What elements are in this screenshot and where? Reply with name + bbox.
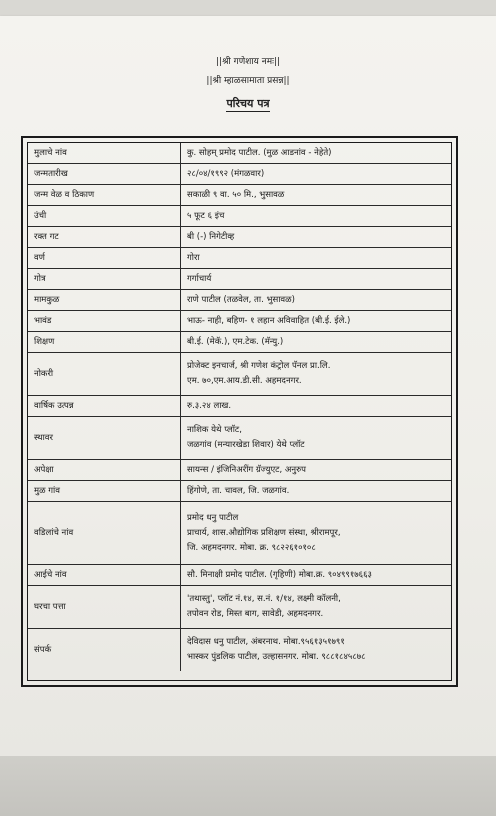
- biodata-row: [28, 502, 451, 565]
- row-label: शिक्षण: [28, 332, 181, 353]
- row-label: वर्ण: [28, 248, 181, 269]
- biodata-row: [28, 227, 451, 248]
- row-value-line: ५ फूट ६ इंच: [187, 210, 225, 221]
- row-value-line: बी.ई. (मेकॅ.), एम.टेक. (मॅन्यु.): [187, 336, 284, 347]
- biodata-table: [28, 143, 451, 671]
- row-label: नोकरी: [28, 353, 181, 396]
- biodata-row: [28, 311, 451, 332]
- biodata-row: [28, 460, 451, 481]
- row-value: [181, 164, 452, 185]
- row-value-line: गर्गाचार्य: [187, 273, 212, 284]
- document-title: [0, 96, 496, 111]
- row-label: मामकुळ: [28, 290, 181, 311]
- row-label: उंची: [28, 206, 181, 227]
- biodata-row: [28, 164, 451, 185]
- biodata-row: [28, 565, 451, 586]
- row-label: घरचा पत्ता: [28, 586, 181, 629]
- row-label: स्थावर: [28, 417, 181, 460]
- row-value-line: सायन्स / इंजिनिअरींग ग्रॅज्युएट, अनुरुप: [187, 464, 306, 475]
- row-label: जन्मतारीख: [28, 164, 181, 185]
- row-value-line: प्रमोद धनु पाटील: [187, 512, 239, 523]
- row-value-line: २८/०४/१९९२ (मंगळवार): [187, 168, 265, 179]
- row-value: [181, 185, 452, 206]
- paper-fold: [0, 756, 496, 816]
- invocation-line-2: ||श्री म्हाळसामाता प्रसन्न||: [206, 76, 290, 86]
- row-value-line: प्रोजेक्ट इनचार्ज, श्री गणेश कंट्रोल पॅनल प्रा.लि.: [187, 361, 331, 371]
- row-value-line: रु.३.२४ लाख.: [187, 400, 232, 411]
- biodata-inner-frame: [27, 142, 452, 681]
- row-value: [181, 586, 452, 629]
- row-value: [181, 353, 452, 396]
- row-label: मुलाचे नांव: [28, 143, 181, 164]
- row-value: [181, 417, 452, 460]
- row-value-line: जि. अहमदनगर. मोबा. क्र. ९८२२६१०१०८: [187, 542, 316, 553]
- row-label: आईचे नांव: [28, 565, 181, 586]
- biodata-row: [28, 396, 451, 417]
- row-value-line: गोरा: [187, 252, 200, 263]
- row-value-line: प्राचार्य, शास.औद्योगिक प्रशिक्षण संस्था, श्रीरामपूर,: [187, 527, 341, 538]
- document-title-text: परिचय पत्र: [226, 97, 270, 110]
- biodata-row: [28, 586, 451, 629]
- row-value: [181, 460, 452, 481]
- invocation-line-1: ||श्री गणेशाय नमः||: [216, 57, 280, 67]
- biodata-row: [28, 629, 451, 672]
- row-value: [181, 396, 452, 417]
- row-value: [181, 248, 452, 269]
- row-value: [181, 565, 452, 586]
- row-label: जन्म वेळ व ठिकाण: [28, 185, 181, 206]
- row-value-line: नाशिक येथे प्लॉट,: [187, 425, 242, 435]
- biodata-frame: [21, 136, 458, 687]
- row-value-line: 'तथास्तु', प्लॉट नं.१४, स.नं. १/१४, लक्ष्मी कॉलनी,: [187, 594, 341, 604]
- biodata-row: [28, 353, 451, 396]
- biodata-row: [28, 206, 451, 227]
- row-value-line: भास्कर पुंडलिक पाटील, उल्हासनगर. मोबा. ९८८१८४५८७८: [187, 652, 366, 662]
- biodata-row: [28, 290, 451, 311]
- row-value-line: सौ. मिनाक्षी प्रमोद पाटील. (गृहिणी) मोबा.क्र. ९०४९९१७६६३: [187, 569, 372, 580]
- row-label: वडिलांचे नांव: [28, 502, 181, 565]
- biodata-row: [28, 269, 451, 290]
- row-value: [181, 332, 452, 353]
- row-value-line: कु. सोहम् प्रमोद पाटील. (मुळ आडनांव - नेहेते): [187, 147, 332, 158]
- row-value-line: हिंगोणे, ता. चावल, जि. जळगांव.: [187, 485, 290, 496]
- row-label: अपेक्षा: [28, 460, 181, 481]
- biodata-row: [28, 248, 451, 269]
- row-value-line: सकाळी ९ वा. ५० मि., भुसावळ: [187, 189, 285, 200]
- row-value-line: बी (-) निगेटीव्ह: [187, 231, 235, 242]
- row-value-line: राणे पाटील (तळवेल, ता. भुसावळ): [187, 294, 295, 305]
- row-value-line: एम. ७०,एम.आय.डी.सी. अहमदनगर.: [187, 376, 302, 386]
- row-value: [181, 290, 452, 311]
- row-label: वार्षिक उत्पन्न: [28, 396, 181, 417]
- row-label: मुळ गांव: [28, 481, 181, 502]
- row-value: [181, 502, 452, 565]
- biodata-row: [28, 143, 451, 164]
- row-value: [181, 311, 452, 332]
- row-value-line: तपोवन रोड, मिस्त बाग, सावेडी, अहमदनगर.: [187, 609, 324, 619]
- row-label: रक्त गट: [28, 227, 181, 248]
- row-value-line: भाऊ- नाही, बहिण- १ लहान अविवाहित (बी.ई. ईले.): [187, 315, 351, 326]
- row-value: [181, 269, 452, 290]
- biodata-row: [28, 332, 451, 353]
- row-value-line: देविदास धनु पाटील, अंबरनाथ. मोबा.९५६१३५१७९१: [187, 637, 345, 647]
- row-value: [181, 629, 452, 672]
- row-value: [181, 206, 452, 227]
- biodata-row: [28, 185, 451, 206]
- row-label: भावंड: [28, 311, 181, 332]
- row-value-line: जळगांव (मन्यारखेडा शिवार) येथे प्लॉट: [187, 440, 305, 450]
- biodata-row: [28, 481, 451, 502]
- row-value: [181, 143, 452, 164]
- biodata-row: [28, 417, 451, 460]
- row-label: संपर्क: [28, 629, 181, 672]
- row-label: गोत्र: [28, 269, 181, 290]
- row-value: [181, 481, 452, 502]
- row-value: [181, 227, 452, 248]
